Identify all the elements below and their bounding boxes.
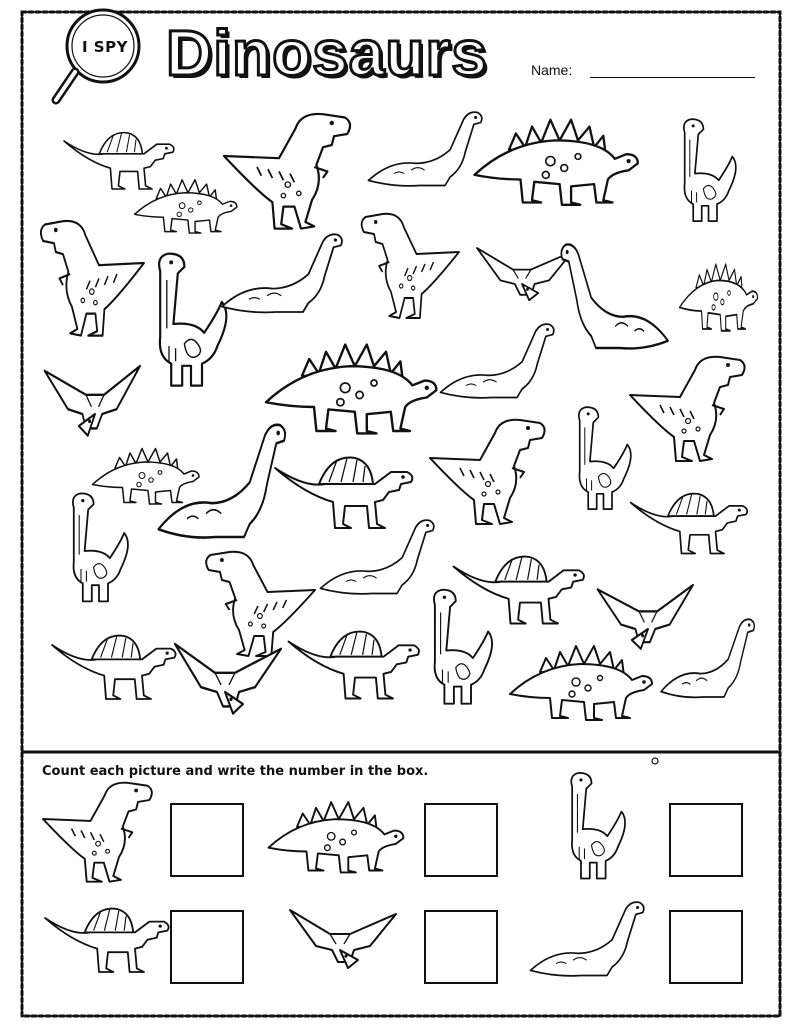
dino-stegosaurus [93, 449, 200, 505]
key-icon-long-neck-lying [531, 902, 644, 976]
dino-long-neck-lying [661, 619, 754, 697]
dino-pteranodon [598, 585, 693, 649]
name-label: Name: [531, 62, 573, 78]
dino-stegosaurus [266, 345, 436, 434]
count-box-long-neck-lying[interactable] [669, 910, 743, 984]
name-input-line[interactable] [590, 77, 755, 78]
dino-trex [430, 420, 545, 524]
key-icon-trex [43, 783, 152, 882]
dino-spinosaurus [289, 632, 419, 699]
dino-spinosaurus [52, 636, 176, 699]
instructions: Count each picture and write the number in the box. [42, 764, 429, 779]
key-icon-pteranodon [290, 910, 396, 968]
key-icon-spinosaurus [45, 909, 169, 972]
dino-trex [206, 552, 315, 656]
dino-spinosaurus [275, 458, 412, 528]
dino-spinosaurus [64, 133, 174, 189]
key-icon-brachiosaurus [571, 773, 625, 879]
count-box-pteranodon[interactable] [424, 910, 498, 984]
dino-brachiosaurus [159, 254, 226, 386]
dino-long-neck-lying [369, 112, 482, 186]
dino-brachiosaurus [684, 119, 736, 221]
dino-long-neck-lying [222, 234, 342, 312]
dino-stegosaurus [475, 120, 638, 205]
count-box-brachiosaurus[interactable] [669, 803, 743, 877]
page-title: Dinosaurs [166, 17, 488, 89]
dino-trex [41, 221, 144, 336]
ispy-badge: I SPY [82, 38, 128, 56]
dino-brachiosaurus [73, 493, 128, 601]
dino-long-neck-lying [561, 244, 668, 348]
dino-spinosaurus [631, 494, 748, 554]
dino-brachiosaurus [579, 407, 631, 509]
dino-pteranodon [45, 366, 140, 436]
dino-trex [630, 357, 745, 461]
dino-trex [224, 114, 350, 229]
key-icon-stegosaurus [269, 802, 404, 872]
dino-brachiosaurus [434, 590, 492, 704]
dino-long-neck-lying [321, 520, 434, 594]
dino-trex [362, 214, 459, 318]
counting-key [43, 773, 644, 976]
count-box-trex[interactable] [170, 803, 244, 877]
dino-spinosaurus [454, 557, 584, 624]
dino-stegosaurus [680, 264, 758, 331]
count-box-stegosaurus[interactable] [424, 803, 498, 877]
dino-pteranodon [477, 248, 572, 300]
ispy-scene [41, 112, 758, 720]
dino-long-neck-lying [441, 324, 554, 398]
dino-stegosaurus [510, 646, 652, 720]
count-box-spinosaurus[interactable] [170, 910, 244, 984]
